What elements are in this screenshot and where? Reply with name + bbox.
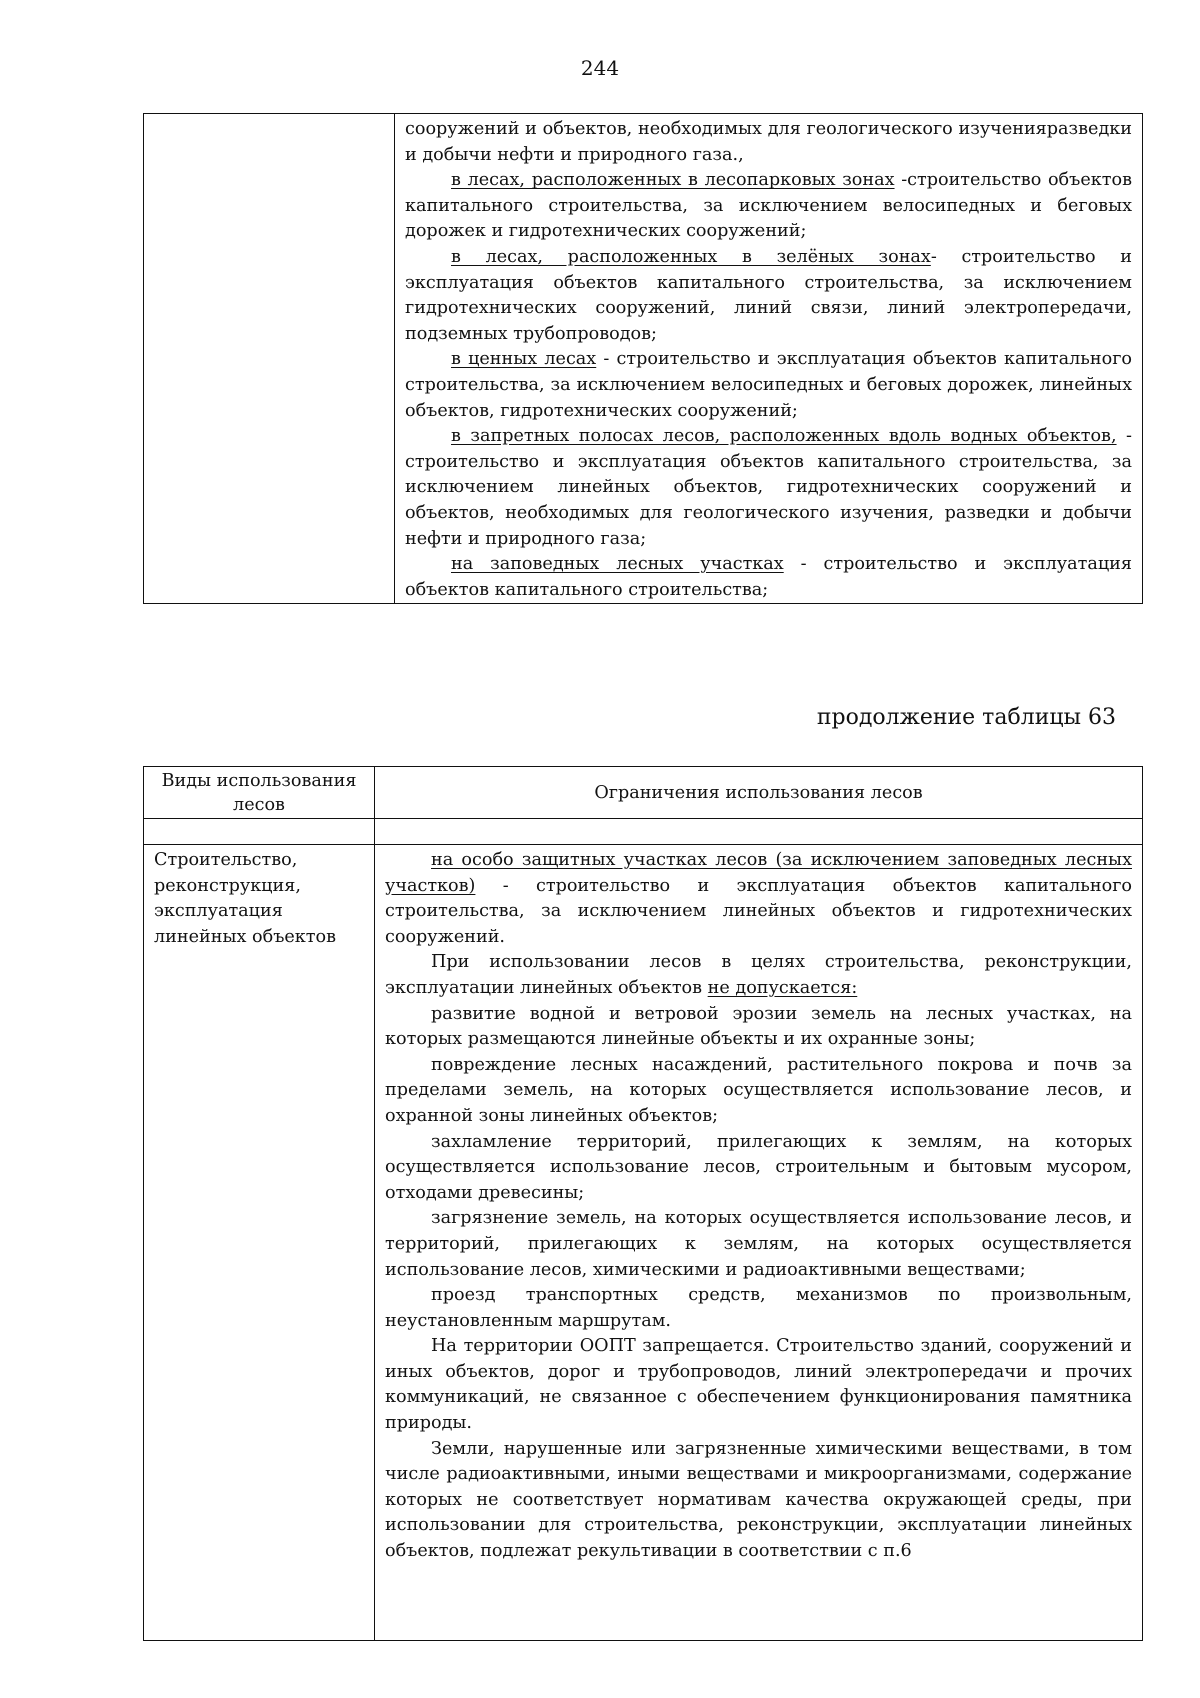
- bottom-table-text: [375, 845, 1142, 1565]
- top-table-paragraph-text: - строительство и эксплуатация объектов капитального строительства, за исключением линейных объектов, гидротехнических сооружений и объектов, необходимых для геологического изучения, разведки и добычи нефти и природного газа;: [405, 426, 1132, 549]
- top-table-underlined-phrase: в лесах, расположенных в лесопарковых зонах: [451, 170, 895, 191]
- top-table-text: [395, 114, 1142, 603]
- bottom-table-paragraph-text: захламление территорий, прилегающих к землям, на которых осуществляется использование лесов, строительным и бытовым мусором, отходами древесины;: [385, 1131, 1132, 1203]
- row-content-cell: [375, 845, 1143, 1641]
- top-table-underlined-phrase: на заповедных лесных участках: [451, 554, 784, 575]
- bottom-table-paragraph: [385, 1206, 1132, 1283]
- top-table-underlined-phrase: в ценных лесах: [451, 349, 597, 370]
- bottom-table-paragraph-text: При использовании лесов в целях строительства, реконструкции, эксплуатации линейных объектов: [385, 952, 1132, 998]
- top-table-underlined-phrase: в лесах, расположенных в зелёных зонах: [451, 246, 931, 267]
- top-table-paragraph-text: - строительство и эксплуатация объектов капитального строительства, за исключением гидротехнических сооружений, линий связи, линий электропередачи, подземных трубопроводов;: [405, 246, 1132, 344]
- page-number: 244: [580, 56, 620, 80]
- top-table-paragraph-text: -строительство объектов капитального строительства, за исключением велосипедных и беговых дорожек и гидротехнических сооружений;: [405, 170, 1132, 242]
- header-usage-types: [144, 767, 375, 819]
- bottom-table-paragraph-text: развитие водной и ветровой эрозии земель на лесных участках, на которых размещаются линейные объекты и их охранные зоны;: [385, 1003, 1132, 1050]
- top-table-paragraph-text: сооружений и объектов, необходимых для геологического изученияразведки и добычи нефти и природного газа.,: [405, 119, 1132, 165]
- bottom-table-paragraph-text: загрязнение земель, на которых осуществляется использование лесов, и территорий, прилегающих к землям, на которых осуществляется использование лесов, химическими и радиоактивными веществами;: [385, 1208, 1132, 1280]
- bottom-table-paragraph: [385, 848, 1132, 950]
- top-table-right-cell: [395, 114, 1143, 604]
- bottom-table-paragraph-text: - строительство и эксплуатация объектов капитального строительства, за исключением линейных объектов и гидротехнических сооружений.: [385, 875, 1132, 947]
- row-label-cell: [144, 845, 375, 1641]
- header-usage-types-text: Виды использования лесов: [161, 770, 357, 815]
- bottom-table-underlined-phrase: не допускается:: [707, 977, 858, 998]
- bottom-table-paragraph-text: Земли, нарушенные или загрязненные химическими веществами, в том числе радиоактивными, иными веществами и микроорганизмами, содержание которых не соответствует нормативам качества окружающей среды, при использовании для строительства, реконструкции, эксплуатации линейных объектов, подлежат рекультивации в соответствии с п.6: [385, 1438, 1132, 1562]
- top-table-paragraph: [405, 552, 1132, 603]
- bottom-table-paragraph: [385, 1334, 1132, 1436]
- row-label: Строительство, реконструкция, эксплуатация линейных объектов: [154, 850, 337, 947]
- bottom-table: [143, 766, 1143, 1641]
- bottom-table-paragraph-text: повреждение лесных насаждений, растительного покрова и почв за пределами земель, на которых осуществляется использование лесов, и охранной зоны линейных объектов;: [385, 1054, 1132, 1126]
- bottom-table-paragraph: [385, 950, 1132, 1001]
- bottom-table-paragraph: [385, 1130, 1132, 1207]
- top-table-underlined-phrase: в запретных полосах лесов, расположенных вдоль водных объектов,: [451, 426, 1117, 447]
- top-table-paragraph: [405, 245, 1132, 347]
- bottom-table-paragraph: [385, 1002, 1132, 1053]
- top-table-paragraph-text: - строительство и эксплуатация объектов капитального строительства;: [405, 554, 1132, 600]
- header-restrictions: [375, 767, 1143, 819]
- header-restrictions-text: Ограничения использования лесов: [594, 782, 923, 803]
- top-table-left-cell: [144, 114, 395, 604]
- continuation-label: продолжение таблицы 63: [816, 705, 1116, 730]
- bottom-table-paragraph: [385, 1053, 1132, 1130]
- bottom-table-paragraph-text: проезд транспортных средств, механизмов по произвольным, неустановленным маршрутам.: [385, 1285, 1132, 1331]
- bottom-table-underlined-phrase: на особо защитных участках лесов (за исключением заповедных лесных участков): [385, 850, 1132, 896]
- bottom-table-paragraph: [385, 1283, 1132, 1334]
- top-table-paragraph: [405, 347, 1132, 424]
- spacer-cell-left: [144, 819, 375, 845]
- bottom-table-paragraph-text: На территории ООПТ запрещается. Строительство зданий, сооружений и иных объектов, дорог и трубопроводов, линий электропередачи и прочих коммуникаций, не связанное с обеспечением функционирования памятника природы.: [385, 1336, 1132, 1434]
- top-table-paragraph: [405, 168, 1132, 245]
- top-table-paragraph-text: - строительство и эксплуатация объектов капитального строительства, за исключением велосипедных и беговых дорожек, линейных объектов, гидротехнических сооружений;: [405, 349, 1132, 421]
- top-table-paragraph: [405, 117, 1132, 168]
- top-table-paragraph: [405, 424, 1132, 552]
- bottom-table-paragraph: [385, 1437, 1132, 1565]
- top-table: [143, 113, 1143, 604]
- spacer-cell-right: [375, 819, 1143, 845]
